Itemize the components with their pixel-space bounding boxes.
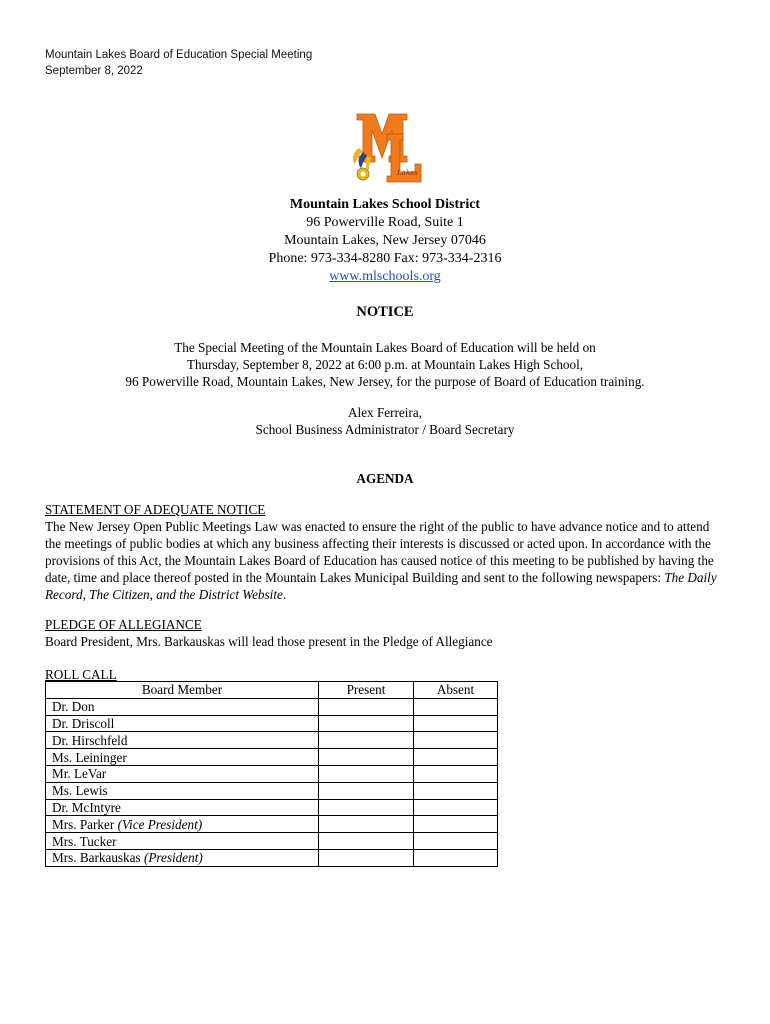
district-name: Mountain Lakes School District <box>289 197 481 212</box>
district-logo <box>345 108 427 188</box>
column-header-board-member: Board Member <box>46 682 319 699</box>
table-row <box>46 833 498 850</box>
notice-line-2: Thursday, September 8, 2022 at 6:00 p.m. at Mountain Lakes High School, <box>186 357 584 372</box>
column-header-present: Present <box>319 682 414 699</box>
adequate-notice-end: . <box>282 587 287 602</box>
notice-line-3: 96 Powerville Road, Mountain Lakes, New Jersey, for the purpose of Board of Education training. <box>125 374 645 389</box>
member-name: Dr. McIntyre <box>52 799 121 815</box>
adequate-notice-heading: STATEMENT OF ADEQUATE NOTICE <box>45 502 266 517</box>
table-row <box>46 715 498 732</box>
member-role: (Vice President) <box>117 816 203 832</box>
member-name: Mrs. Parker <box>52 816 115 832</box>
adequate-notice-text: The New Jersey Open Public Meetings Law was enacted to ensure the right of the public to have advance notice and to attend the meetings of public bodies at which any business affecting their interests is discussed or acted upon. In accordance with the provisions of this Act, the Mountain Lakes Board of Education has caused notice of this meeting to be published by having the date, time and place thereof posted in the Mountain Lakes Municipal Building and sent to the following newspapers: <box>45 519 714 585</box>
member-name: Dr. Don <box>52 699 95 715</box>
column-header-absent: Absent <box>414 682 498 699</box>
absent-cell[interactable] <box>414 732 498 749</box>
signer-title: School Business Administrator / Board Secretary <box>255 422 515 437</box>
roll-call-table <box>45 681 498 867</box>
absent-cell[interactable] <box>414 715 498 732</box>
member-name: Dr. Driscoll <box>52 715 115 731</box>
absent-cell[interactable] <box>414 698 498 715</box>
absent-cell[interactable] <box>414 782 498 799</box>
pledge-body: Board President, Mrs. Barkauskas will lead those present in the Pledge of Allegiance <box>45 634 493 649</box>
table-row <box>46 765 498 782</box>
district-address-line1: 96 Powerville Road, Suite 1 <box>306 215 464 230</box>
absent-cell[interactable] <box>414 765 498 782</box>
newspapers-list: The Daily Record, The Citizen, and the District Website <box>45 570 717 602</box>
header-date: September 8, 2022 <box>45 65 143 77</box>
member-name-cell <box>46 765 319 782</box>
member-name: Mr. LeVar <box>52 766 107 782</box>
member-name-cell <box>46 849 319 866</box>
member-name-cell <box>46 816 319 833</box>
present-cell[interactable] <box>319 849 414 866</box>
table-row <box>46 782 498 799</box>
table-row <box>46 799 498 816</box>
present-cell[interactable] <box>319 698 414 715</box>
notice-body <box>0 339 770 390</box>
member-name: Dr. Hirschfeld <box>52 732 128 748</box>
district-info <box>0 196 770 286</box>
present-cell[interactable] <box>319 765 414 782</box>
member-name-cell <box>46 782 319 799</box>
district-phone-fax: Phone: 973-334-8280 Fax: 973-334-2316 <box>268 251 502 266</box>
logo-script-text: Lakes <box>397 169 418 177</box>
roll-call-heading-text: ROLL CALL <box>45 667 117 682</box>
signer-name: Alex Ferreira, <box>348 405 422 420</box>
member-name-cell <box>46 698 319 715</box>
table-row <box>46 849 498 866</box>
present-cell[interactable] <box>319 782 414 799</box>
page-header <box>45 47 312 79</box>
absent-cell[interactable] <box>414 833 498 850</box>
table-row <box>46 732 498 749</box>
present-cell[interactable] <box>319 799 414 816</box>
present-cell[interactable] <box>319 749 414 766</box>
absent-cell[interactable] <box>414 816 498 833</box>
absent-cell[interactable] <box>414 749 498 766</box>
header-meeting-title: Mountain Lakes Board of Education Special Meeting <box>45 49 313 61</box>
table-row <box>46 816 498 833</box>
notice-line-1: The Special Meeting of the Mountain Lakes Board of Education will be held on <box>174 340 596 355</box>
table-row <box>46 698 498 715</box>
member-name-cell <box>46 799 319 816</box>
present-cell[interactable] <box>319 732 414 749</box>
roll-call-header-row <box>46 682 498 699</box>
pledge-section <box>45 616 727 650</box>
member-name-cell <box>46 715 319 732</box>
table-row <box>46 749 498 766</box>
adequate-notice-section <box>45 501 727 603</box>
member-name: Ms. Leininger <box>52 749 127 765</box>
present-cell[interactable] <box>319 715 414 732</box>
district-address-line2: Mountain Lakes, New Jersey 07046 <box>284 233 486 248</box>
member-name-cell <box>46 732 319 749</box>
member-role: (President) <box>143 850 203 866</box>
notice-title: NOTICE <box>356 304 414 320</box>
member-name: Mrs. Barkauskas <box>52 850 141 866</box>
adequate-notice-body <box>45 518 727 603</box>
absent-cell[interactable] <box>414 849 498 866</box>
pledge-heading: PLEDGE OF ALLEGIANCE <box>45 617 202 632</box>
member-name-cell <box>46 833 319 850</box>
absent-cell[interactable] <box>414 799 498 816</box>
present-cell[interactable] <box>319 833 414 850</box>
member-name: Ms. Lewis <box>52 783 108 799</box>
present-cell[interactable] <box>319 816 414 833</box>
district-website-link[interactable]: www.mlschools.org <box>329 269 441 284</box>
member-name-cell <box>46 749 319 766</box>
agenda-title: AGENDA <box>356 471 414 486</box>
member-name: Mrs. Tucker <box>52 833 117 849</box>
notice-signature <box>0 404 770 438</box>
